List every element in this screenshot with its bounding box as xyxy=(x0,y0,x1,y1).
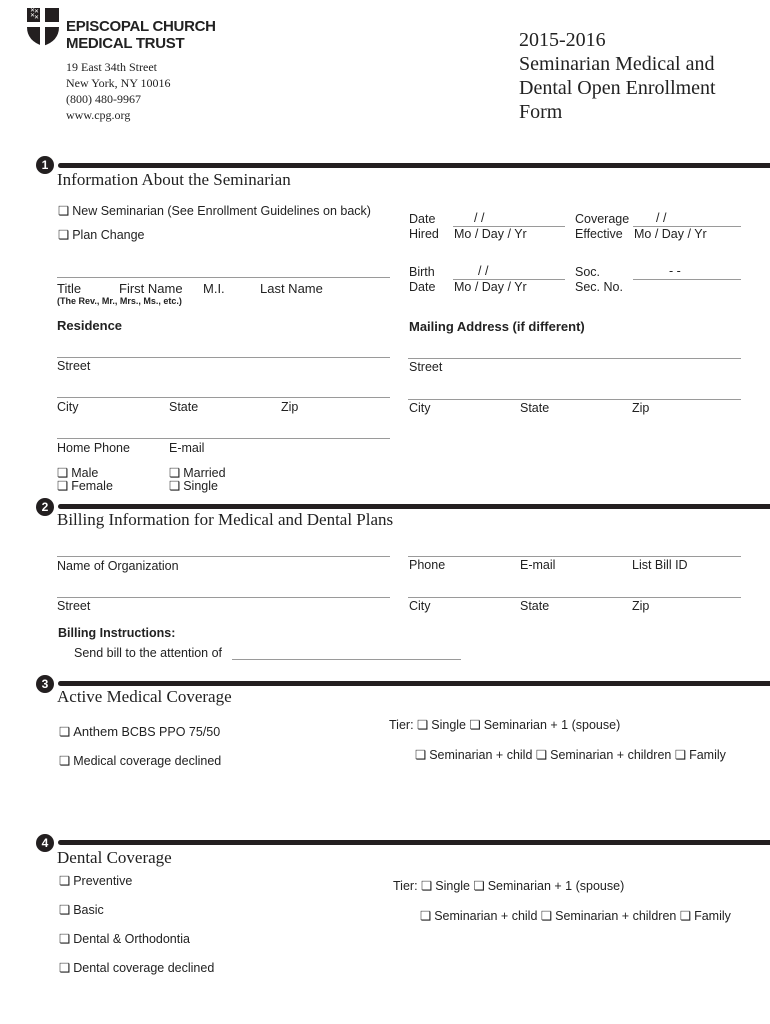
billing-zip-label: Zip xyxy=(632,599,650,613)
billing-phone-label: Phone xyxy=(409,558,446,572)
date-hired-label-2: Hired xyxy=(409,227,439,241)
medical-tier-single-label: Single xyxy=(431,718,466,732)
male-label: Male xyxy=(71,466,99,480)
ssn-field[interactable] xyxy=(633,279,741,280)
mi-label: M.I. xyxy=(203,281,225,296)
ssn-label-1: Soc. xyxy=(575,265,601,279)
phone-email-field[interactable] xyxy=(57,438,390,439)
billing-contact-field[interactable] xyxy=(408,556,741,557)
svg-text:✕: ✕ xyxy=(30,13,36,19)
dental-declined-checkbox[interactable] xyxy=(59,961,214,976)
anthem-label: Anthem xyxy=(73,724,119,739)
org-website: www.cpg.org xyxy=(66,108,131,122)
dental-tier-family-label: Family xyxy=(694,909,731,923)
mailing-street-field[interactable] xyxy=(408,358,741,359)
medical-declined-checkbox[interactable] xyxy=(59,754,221,769)
female-label: Female xyxy=(71,479,113,493)
birth-date-slashes: / / xyxy=(478,264,489,278)
ssn-label-2: Sec. No. xyxy=(575,280,623,294)
residence-street-field[interactable] xyxy=(57,357,390,358)
dental-tier-child-label: Seminarian + child xyxy=(434,909,538,923)
single-label: Single xyxy=(183,479,218,493)
anthem-checkbox[interactable] xyxy=(59,724,220,740)
organization-name-label: Name of Organization xyxy=(57,559,179,573)
birth-date-label-2: Date xyxy=(409,280,436,294)
dental-tier-row-1 xyxy=(393,879,624,894)
mailing-zip-label: Zip xyxy=(632,401,650,415)
medical-tier-family-checkbox[interactable] xyxy=(675,748,726,762)
send-bill-label: Send bill to the attention of xyxy=(74,646,223,660)
section-2-title: Billing Information for Medical and Dental Plans xyxy=(57,510,394,529)
billing-city-label: City xyxy=(409,599,431,613)
email-label: E-mail xyxy=(169,441,205,455)
title-hint: (The Rev., Mr., Mrs., Ms., etc.) xyxy=(57,296,182,306)
section-3-bar xyxy=(58,681,770,686)
medical-tier-spouse-checkbox[interactable] xyxy=(469,718,620,732)
mailing-city-label: City xyxy=(409,401,431,415)
billing-instructions-heading: Billing Instructions: xyxy=(58,626,176,640)
new-seminarian-label: New Seminarian (See Enrollment Guidelines on back) xyxy=(72,204,371,218)
dental-tier-label: Tier: xyxy=(393,879,418,893)
form-title-line4: Form xyxy=(519,101,563,123)
ssn-dashes: - - xyxy=(669,264,681,278)
orthodontia-checkbox[interactable] xyxy=(59,932,190,947)
send-bill-field[interactable] xyxy=(232,659,461,660)
last-name-label: Last Name xyxy=(260,281,323,296)
medical-tier-children-checkbox[interactable] xyxy=(536,748,671,762)
medical-declined-label: Medical coverage declined xyxy=(73,754,222,768)
dental-tier-single-label: Single xyxy=(435,879,470,893)
first-name-label: First Name xyxy=(119,281,183,296)
mailing-address-heading: Mailing Address (if different) xyxy=(409,319,585,334)
dental-tier-spouse-label: Seminarian + 1 (spouse) xyxy=(487,879,625,893)
medical-tier-row-2 xyxy=(415,748,726,763)
organization-name-field[interactable] xyxy=(57,556,390,557)
billing-email-label: E-mail xyxy=(520,558,556,572)
date-hired-format: Mo / Day / Yr xyxy=(454,227,527,241)
section-3-title: Active Medical Coverage xyxy=(57,687,232,706)
basic-checkbox[interactable] xyxy=(59,903,104,918)
date-hired-slashes: / / xyxy=(474,211,485,225)
single-checkbox[interactable] xyxy=(169,479,218,494)
residence-heading: Residence xyxy=(57,318,123,333)
name-field[interactable] xyxy=(57,277,390,278)
birth-date-format: Mo / Day / Yr xyxy=(454,280,527,294)
basic-label: Basic xyxy=(73,903,104,917)
orthodontia-label: Dental & Orthodontia xyxy=(73,932,190,946)
section-4-bar xyxy=(58,840,770,845)
billing-street-field[interactable] xyxy=(57,597,390,598)
org-phone: (800) 480-9967 xyxy=(66,92,141,106)
plan-change-checkbox[interactable] xyxy=(58,228,145,243)
list-bill-id-label: List Bill ID xyxy=(632,558,688,572)
residence-city-field[interactable] xyxy=(57,397,390,398)
form-year: 2015-2016 xyxy=(519,29,606,51)
medical-tier-child-label: Seminarian + child xyxy=(429,748,533,762)
preventive-label: Preventive xyxy=(73,874,133,888)
dental-declined-label: Dental coverage declined xyxy=(73,961,215,975)
dental-tier-children-checkbox[interactable] xyxy=(541,909,676,923)
section-3-number: 3 xyxy=(36,675,54,693)
dental-tier-children-label: Seminarian + children xyxy=(555,909,677,923)
residence-zip-label: Zip xyxy=(281,400,299,414)
dental-tier-spouse-checkbox[interactable] xyxy=(473,879,624,893)
org-address1: 19 East 34th Street xyxy=(66,60,157,74)
plan-change-label: Plan Change xyxy=(72,228,145,242)
section-2-bar xyxy=(58,504,770,509)
org-name-line1: EPISCOPAL CHURCH xyxy=(66,18,216,35)
org-name-line2: MEDICAL TRUST xyxy=(66,35,185,52)
residence-state-label: State xyxy=(169,400,199,414)
mailing-city-field[interactable] xyxy=(408,399,741,400)
section-1-number: 1 xyxy=(36,156,54,174)
form-title-line2: Seminarian Medical and xyxy=(519,53,715,75)
dental-tier-family-checkbox[interactable] xyxy=(680,909,731,923)
residence-street-label: Street xyxy=(57,359,91,373)
billing-state-label: State xyxy=(520,599,550,613)
medical-tier-row-1 xyxy=(389,718,620,733)
title-label: Title xyxy=(57,281,82,296)
svg-text:✕: ✕ xyxy=(34,15,40,21)
form-title-line3: Dental Open Enrollment xyxy=(519,77,716,99)
coverage-effective-slashes: / / xyxy=(656,211,667,225)
medical-tier-spouse-label: Seminarian + 1 (spouse) xyxy=(483,718,621,732)
section-1-bar xyxy=(58,163,770,168)
section-4-title: Dental Coverage xyxy=(57,848,172,867)
mailing-state-label: State xyxy=(520,401,550,415)
dental-tier-row-2 xyxy=(420,909,731,924)
anthem-plan-label: BCBS PPO 75/50 xyxy=(121,725,221,739)
home-phone-label: Home Phone xyxy=(57,441,130,455)
coverage-effective-label-2: Effective xyxy=(575,227,623,241)
section-4-number: 4 xyxy=(36,834,54,852)
mailing-street-label: Street xyxy=(409,360,443,374)
svg-text:✕: ✕ xyxy=(34,9,40,15)
medical-tier-family-label: Family xyxy=(689,748,726,762)
coverage-effective-format: Mo / Day / Yr xyxy=(634,227,707,241)
section-2-number: 2 xyxy=(36,498,54,516)
org-address2: New York, NY 10016 xyxy=(66,76,171,90)
billing-street-label: Street xyxy=(57,599,91,613)
coverage-effective-label-1: Coverage xyxy=(575,212,630,226)
medical-tier-label: Tier: xyxy=(389,718,414,732)
dental-tier-single-checkbox[interactable] xyxy=(421,879,470,893)
svg-text:✕: ✕ xyxy=(30,8,36,14)
female-checkbox[interactable] xyxy=(57,479,113,494)
preventive-checkbox[interactable] xyxy=(59,874,132,889)
new-seminarian-checkbox[interactable] xyxy=(58,204,371,219)
medical-tier-child-checkbox[interactable] xyxy=(415,748,532,762)
medical-tier-children-label: Seminarian + children xyxy=(550,748,672,762)
billing-city-field[interactable] xyxy=(408,597,741,598)
dental-tier-child-checkbox[interactable] xyxy=(420,909,537,923)
married-label: Married xyxy=(183,466,226,480)
residence-city-label: City xyxy=(57,400,79,414)
church-shield-logo xyxy=(26,7,60,47)
section-1-title: Information About the Seminarian xyxy=(57,170,291,189)
date-hired-label-1: Date xyxy=(409,212,436,226)
birth-date-label-1: Birth xyxy=(409,265,435,279)
medical-tier-single-checkbox[interactable] xyxy=(417,718,466,732)
